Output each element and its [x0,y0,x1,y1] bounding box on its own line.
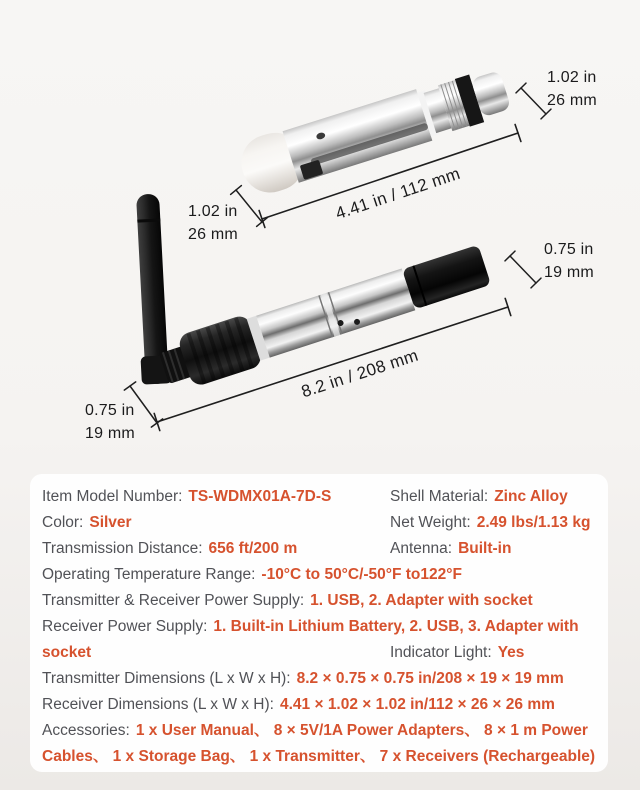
transmitter-length-label: 8.2 in / 208 mm [299,345,421,402]
rx-dimensions-label: Receiver Dimensions (L x W x H): [42,696,274,713]
spec-row-distance-antenna [42,536,597,562]
rx-power-label: Receiver Power Supply: [42,618,208,635]
spec-antenna [390,536,511,562]
tx-rx-power-value: 1. USB, 2. Adapter with socket [310,592,533,609]
transmitter-diameter-right-mm: 19 mm [544,264,594,281]
receiver-length-label: 4.41 in / 112 mm [333,163,463,224]
rx-power-value-line2: socket [42,644,92,661]
receiver-diameter-right-mm: 26 mm [547,92,597,109]
receiver-diameter-right-label [547,66,597,112]
tx-dimensions-label: Transmitter Dimensions (L x W x H): [42,670,291,687]
transmitter-diameter-right-label [544,238,594,284]
net-weight-label: Net Weight: [390,514,471,531]
spec-row-socket-indicator [42,640,597,666]
accessories-label: Accessories: [42,722,130,739]
spec-row-accessories [42,718,597,770]
transmission-distance-value: 656 ft/200 m [208,540,298,557]
tx-dimensions-value: 8.2 × 0.75 × 0.75 in/208 × 19 × 19 mm [296,670,564,687]
spec-shell-material [390,484,568,510]
antenna-label: Antenna: [390,540,453,557]
spec-row-rx-power [42,614,597,640]
spec-transmission-distance [42,540,297,557]
item-model-label: Item Model Number: [42,488,183,505]
rx-dimensions-value: 4.41 × 1.02 × 1.02 in/112 × 26 × 26 mm [279,696,555,713]
transmitter-device [156,239,493,394]
color-value: Silver [89,514,132,531]
shell-material-label: Shell Material: [390,488,489,505]
spec-item-model [42,488,331,505]
color-label: Color: [42,514,84,531]
spec-color [42,514,132,531]
tx-rx-power-label: Transmitter & Receiver Power Supply: [42,592,305,609]
net-weight-value: 2.49 lbs/1.13 kg [476,514,591,531]
receiver-diameter-right-in: 1.02 in [547,69,597,86]
transmitter-black-tip [402,245,491,310]
transmitter-diameter-left-in: 0.75 in [85,402,135,419]
spec-card [30,474,608,772]
item-model-value: TS-WDMX01A-7D-S [188,488,332,505]
spec-row-tx-rx-power [42,588,597,614]
accessories-value: 1 x User Manual、 8 × 5V/1A Power Adapters、 8 × 1 m Power Cables、 1 x Storage Bag、 1 x Transmitter、 7 x Receivers (Rechargeable) [42,722,596,765]
receiver-diameter-left-in: 1.02 in [188,203,238,220]
transmission-distance-label: Transmission Distance: [42,540,203,557]
receiver-diameter-left-label [188,200,238,246]
transmitter-diameter-right-in: 0.75 in [544,241,594,258]
spec-row-operating-temp [42,562,597,588]
spec-row-rx-dimensions [42,692,597,718]
transmitter-diameter-left-label [85,399,135,445]
receiver-diameter-left-mm: 26 mm [188,226,238,243]
leader-transmitter-diameter-right [505,251,541,288]
spec-net-weight [390,510,590,536]
shell-material-value: Zinc Alloy [494,488,568,505]
indicator-light-label: Indicator Light: [390,644,492,661]
operating-temp-label: Operating Temperature Range: [42,566,256,583]
operating-temp-value: -10°C to 50°C/-50°F to122°F [261,566,462,583]
indicator-light-value: Yes [497,644,525,661]
rx-power-value-line1: 1. Built-in Lithium Battery, 2. USB, 3. Adapter with [213,618,579,635]
leader-receiver-diameter-right [516,83,551,119]
spec-row-tx-dimensions [42,666,597,692]
spec-row-color-weight [42,510,597,536]
spec-row-model-shell [42,484,597,510]
transmitter-diameter-left-mm: 19 mm [85,425,135,442]
spec-indicator-light [390,640,524,666]
antenna-value: Built-in [458,540,512,557]
